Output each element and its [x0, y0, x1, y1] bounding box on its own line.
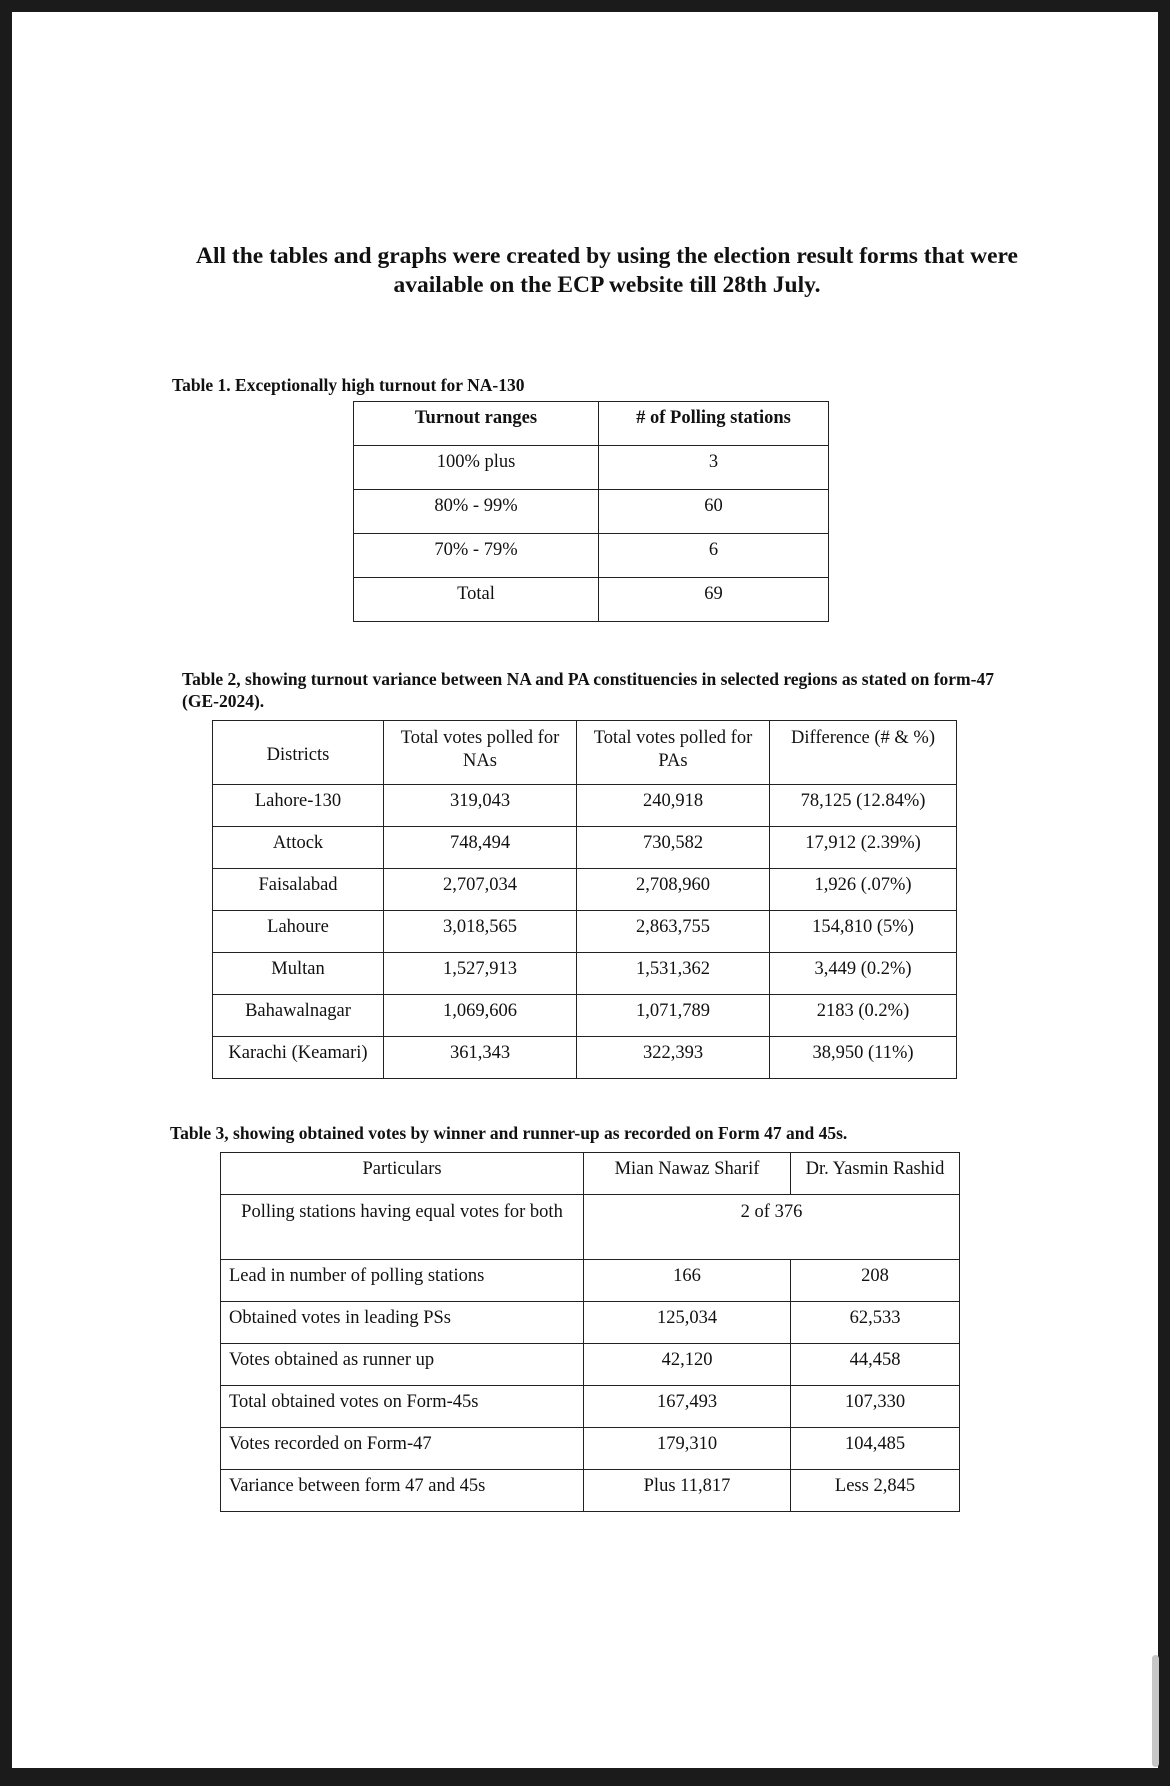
table-header-row: [213, 721, 957, 785]
table-cell: 1,527,913: [384, 953, 577, 995]
table-row: [221, 1260, 960, 1302]
table2: [212, 720, 957, 1079]
table-cell: Lahore-130: [213, 785, 384, 827]
column-header: Dr. Yasmin Rashid: [791, 1153, 960, 1195]
table-row: [221, 1344, 960, 1386]
table-cell: 1,069,606: [384, 995, 577, 1037]
table-cell: Attock: [213, 827, 384, 869]
table-cell: Karachi (Keamari): [213, 1037, 384, 1079]
table-cell: Votes obtained as runner up: [221, 1344, 584, 1386]
table-cell: 322,393: [577, 1037, 770, 1079]
column-header: Turnout ranges: [354, 402, 599, 446]
column-header: # of Polling stations: [599, 402, 829, 446]
table-cell: 1,926 (.07%): [770, 869, 957, 911]
table-cell: 2,707,034: [384, 869, 577, 911]
table3-caption: Table 3, showing obtained votes by winner and runner-up as recorded on Form 47 and 45s.: [170, 1123, 848, 1143]
table-cell: 80% - 99%: [354, 490, 599, 534]
column-header: Mian Nawaz Sharif: [584, 1153, 791, 1195]
table-cell: Obtained votes in leading PSs: [221, 1302, 584, 1344]
column-header: Total votes polled for NAs: [384, 721, 577, 785]
table-cell: 78,125 (12.84%): [770, 785, 957, 827]
table-header-row: [354, 402, 829, 446]
table1: [353, 401, 829, 622]
table-cell: 125,034: [584, 1302, 791, 1344]
table-header-row: [221, 1153, 960, 1195]
table-cell: 2 of 376: [584, 1195, 960, 1260]
table-cell: Bahawalnagar: [213, 995, 384, 1037]
table-row: [221, 1428, 960, 1470]
table-cell: 748,494: [384, 827, 577, 869]
table3: [220, 1152, 960, 1512]
table-cell: Multan: [213, 953, 384, 995]
table-row: [213, 1037, 957, 1079]
table-cell: 208: [791, 1260, 960, 1302]
table-cell: Variance between form 47 and 45s: [221, 1470, 584, 1512]
table-cell: Lead in number of polling stations: [221, 1260, 584, 1302]
table-cell: 6: [599, 534, 829, 578]
table-cell: Lahoure: [213, 911, 384, 953]
table-cell: Total obtained votes on Form-45s: [221, 1386, 584, 1428]
table-cell: 179,310: [584, 1428, 791, 1470]
table-row: [213, 953, 957, 995]
table-cell: 38,950 (11%): [770, 1037, 957, 1079]
column-header: Total votes polled for PAs: [577, 721, 770, 785]
table-row: [221, 1470, 960, 1512]
table-cell: 69: [599, 578, 829, 622]
table-cell: Plus 11,817: [584, 1470, 791, 1512]
table-cell: Faisalabad: [213, 869, 384, 911]
table-row: [354, 578, 829, 622]
table1-caption: Table 1. Exceptionally high turnout for NA-130: [172, 375, 525, 395]
table-cell: 70% - 79%: [354, 534, 599, 578]
table-cell: 107,330: [791, 1386, 960, 1428]
table-cell: 2,863,755: [577, 911, 770, 953]
table-row: [221, 1386, 960, 1428]
table-cell: 167,493: [584, 1386, 791, 1428]
table-cell: Less 2,845: [791, 1470, 960, 1512]
table-row: [213, 785, 957, 827]
table-row: [213, 995, 957, 1037]
intro-heading: All the tables and graphs were created by using the election result forms that were available on the ECP website till 28th July.: [196, 243, 1018, 298]
table-cell: 62,533: [791, 1302, 960, 1344]
table-cell: 166: [584, 1260, 791, 1302]
table-cell: 3,018,565: [384, 911, 577, 953]
table-cell: 2,708,960: [577, 869, 770, 911]
table-cell: 1,071,789: [577, 995, 770, 1037]
table-row: [213, 911, 957, 953]
table-cell: Votes recorded on Form-47: [221, 1428, 584, 1470]
table-cell: 104,485: [791, 1428, 960, 1470]
table-cell: 1,531,362: [577, 953, 770, 995]
table-cell: 154,810 (5%): [770, 911, 957, 953]
table-cell: 240,918: [577, 785, 770, 827]
scrollbar-thumb[interactable]: [1152, 1655, 1159, 1767]
table-cell: 3: [599, 446, 829, 490]
table-cell: Total: [354, 578, 599, 622]
table-cell: 42,120: [584, 1344, 791, 1386]
table-cell: 361,343: [384, 1037, 577, 1079]
table-cell: 3,449 (0.2%): [770, 953, 957, 995]
table-cell: 730,582: [577, 827, 770, 869]
column-header: Particulars: [221, 1153, 584, 1195]
column-header: Districts: [213, 721, 384, 785]
table-row: [354, 490, 829, 534]
table-cell: 44,458: [791, 1344, 960, 1386]
column-header: Difference (# & %): [770, 721, 957, 785]
table-cell: 319,043: [384, 785, 577, 827]
table-row: [213, 827, 957, 869]
table-row: [354, 446, 829, 490]
table-row: [221, 1195, 960, 1260]
table-cell: 100% plus: [354, 446, 599, 490]
table-cell: 2183 (0.2%): [770, 995, 957, 1037]
table-cell: 17,912 (2.39%): [770, 827, 957, 869]
table-cell: 60: [599, 490, 829, 534]
table-row: [221, 1302, 960, 1344]
document-page: [12, 12, 1158, 1768]
table-cell: Polling stations having equal votes for both: [221, 1195, 584, 1260]
table2-caption: Table 2, showing turnout variance between NA and PA constituencies in selected regions as stated on form-47 (GE-2024).: [182, 669, 994, 711]
table-row: [213, 869, 957, 911]
table-row: [354, 534, 829, 578]
